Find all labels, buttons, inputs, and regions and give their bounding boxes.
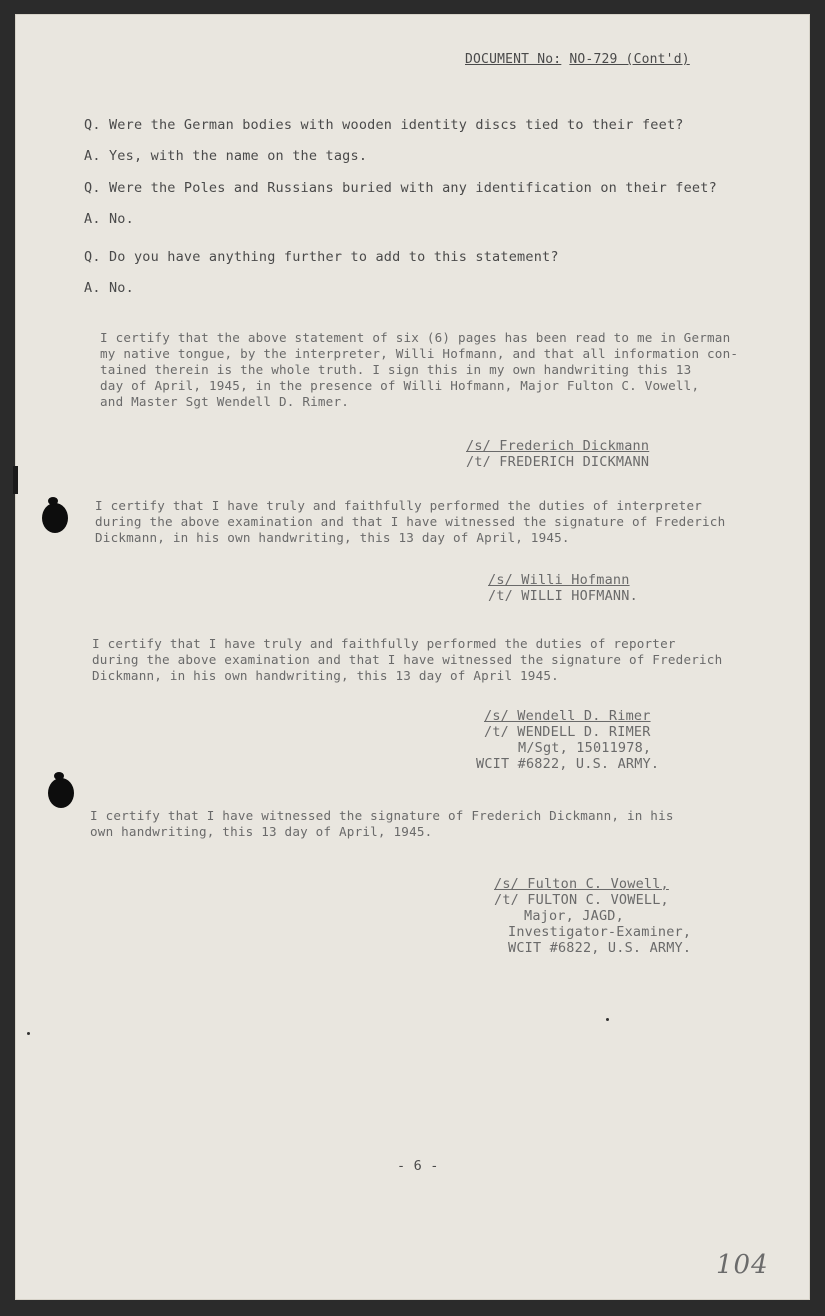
answer-line: A. Yes, with the name on the tags. — [84, 148, 368, 164]
paragraph-line: I certify that I have witnessed the signature of Frederich Dickmann, in his — [90, 808, 674, 823]
ink-dot — [606, 1018, 609, 1021]
certification-interpreter-paragraph — [95, 498, 725, 546]
question-line: Q. Were the Poles and Russians buried with any identification on their feet? — [84, 180, 717, 196]
paragraph-line: during the above examination and that I have witnessed the signature of Frederich — [95, 514, 726, 529]
document-label: DOCUMENT No: — [465, 52, 562, 67]
handwritten-page-number: 104 — [716, 1250, 769, 1280]
signature-line: /s/ Wendell D. Rimer — [484, 708, 651, 724]
paragraph-line: I certify that I have truly and faithfully performed the duties of interpreter — [95, 498, 703, 513]
paragraph-line: I certify that the above statement of six (6) pages has been read to me in German — [100, 330, 731, 345]
paragraph-line: and Master Sgt Wendell D. Rimer. — [100, 394, 350, 409]
ink-dot — [27, 1032, 30, 1035]
typed-name-line: /t/ FREDERICH DICKMANN — [466, 454, 650, 470]
certification-final-paragraph — [90, 808, 674, 840]
page-number: - 6 - — [397, 1158, 439, 1174]
certification-witness-paragraph — [100, 330, 738, 410]
rank-line: M/Sgt, 15011978, — [518, 740, 652, 756]
answer-line: A. No. — [84, 211, 134, 227]
unit-line: WCIT #6822, U.S. ARMY. — [476, 756, 660, 772]
signature-line: /s/ Fulton C. Vowell, — [494, 876, 669, 892]
signature-rimer — [476, 708, 660, 772]
document-number: NO-729 (Cont'd) — [569, 52, 690, 67]
title-line: Investigator-Examiner, — [508, 924, 692, 940]
paragraph-line: during the above examination and that I have witnessed the signature of Frederich — [92, 652, 723, 667]
signature-line: /s/ Frederich Dickmann — [466, 438, 650, 454]
page-edge-mark — [13, 466, 18, 494]
paragraph-line: own handwriting, this 13 day of April, 1945. — [90, 824, 433, 839]
certification-reporter-paragraph — [92, 636, 722, 684]
unit-line: WCIT #6822, U.S. ARMY. — [508, 940, 692, 956]
punch-hole — [42, 503, 68, 533]
signature-vowell — [494, 876, 691, 956]
paragraph-line: tained therein is the whole truth. I sign this in my own handwriting this 13 — [100, 362, 692, 377]
typed-name-line: /t/ FULTON C. VOWELL, — [494, 892, 669, 908]
signature-line: /s/ Willi Hofmann — [488, 572, 630, 588]
question-line: Q. Do you have anything further to add to this statement? — [84, 249, 559, 265]
paragraph-line: day of April, 1945, in the presence of Willi Hofmann, Major Fulton C. Vowell, — [100, 378, 700, 393]
paragraph-line: Dickmann, in his own handwriting, this 13 day of April, 1945. — [95, 530, 570, 545]
paragraph-line: my native tongue, by the interpreter, Willi Hofmann, and that all information con- — [100, 346, 739, 361]
punch-hole — [48, 778, 74, 808]
typed-name-line: /t/ WILLI HOFMANN. — [488, 588, 638, 604]
rank-line: Major, JAGD, — [524, 908, 624, 924]
signature-dickmann — [466, 438, 649, 470]
signature-hofmann — [488, 572, 638, 604]
typed-name-line: /t/ WENDELL D. RIMER — [484, 724, 651, 740]
paragraph-line: Dickmann, in his own handwriting, this 13 day of April 1945. — [92, 668, 559, 683]
paragraph-line: I certify that I have truly and faithfully performed the duties of reporter — [92, 636, 676, 651]
answer-line: A. No. — [84, 280, 134, 296]
document-header — [465, 52, 690, 68]
question-line: Q. Were the German bodies with wooden identity discs tied to their feet? — [84, 117, 684, 133]
